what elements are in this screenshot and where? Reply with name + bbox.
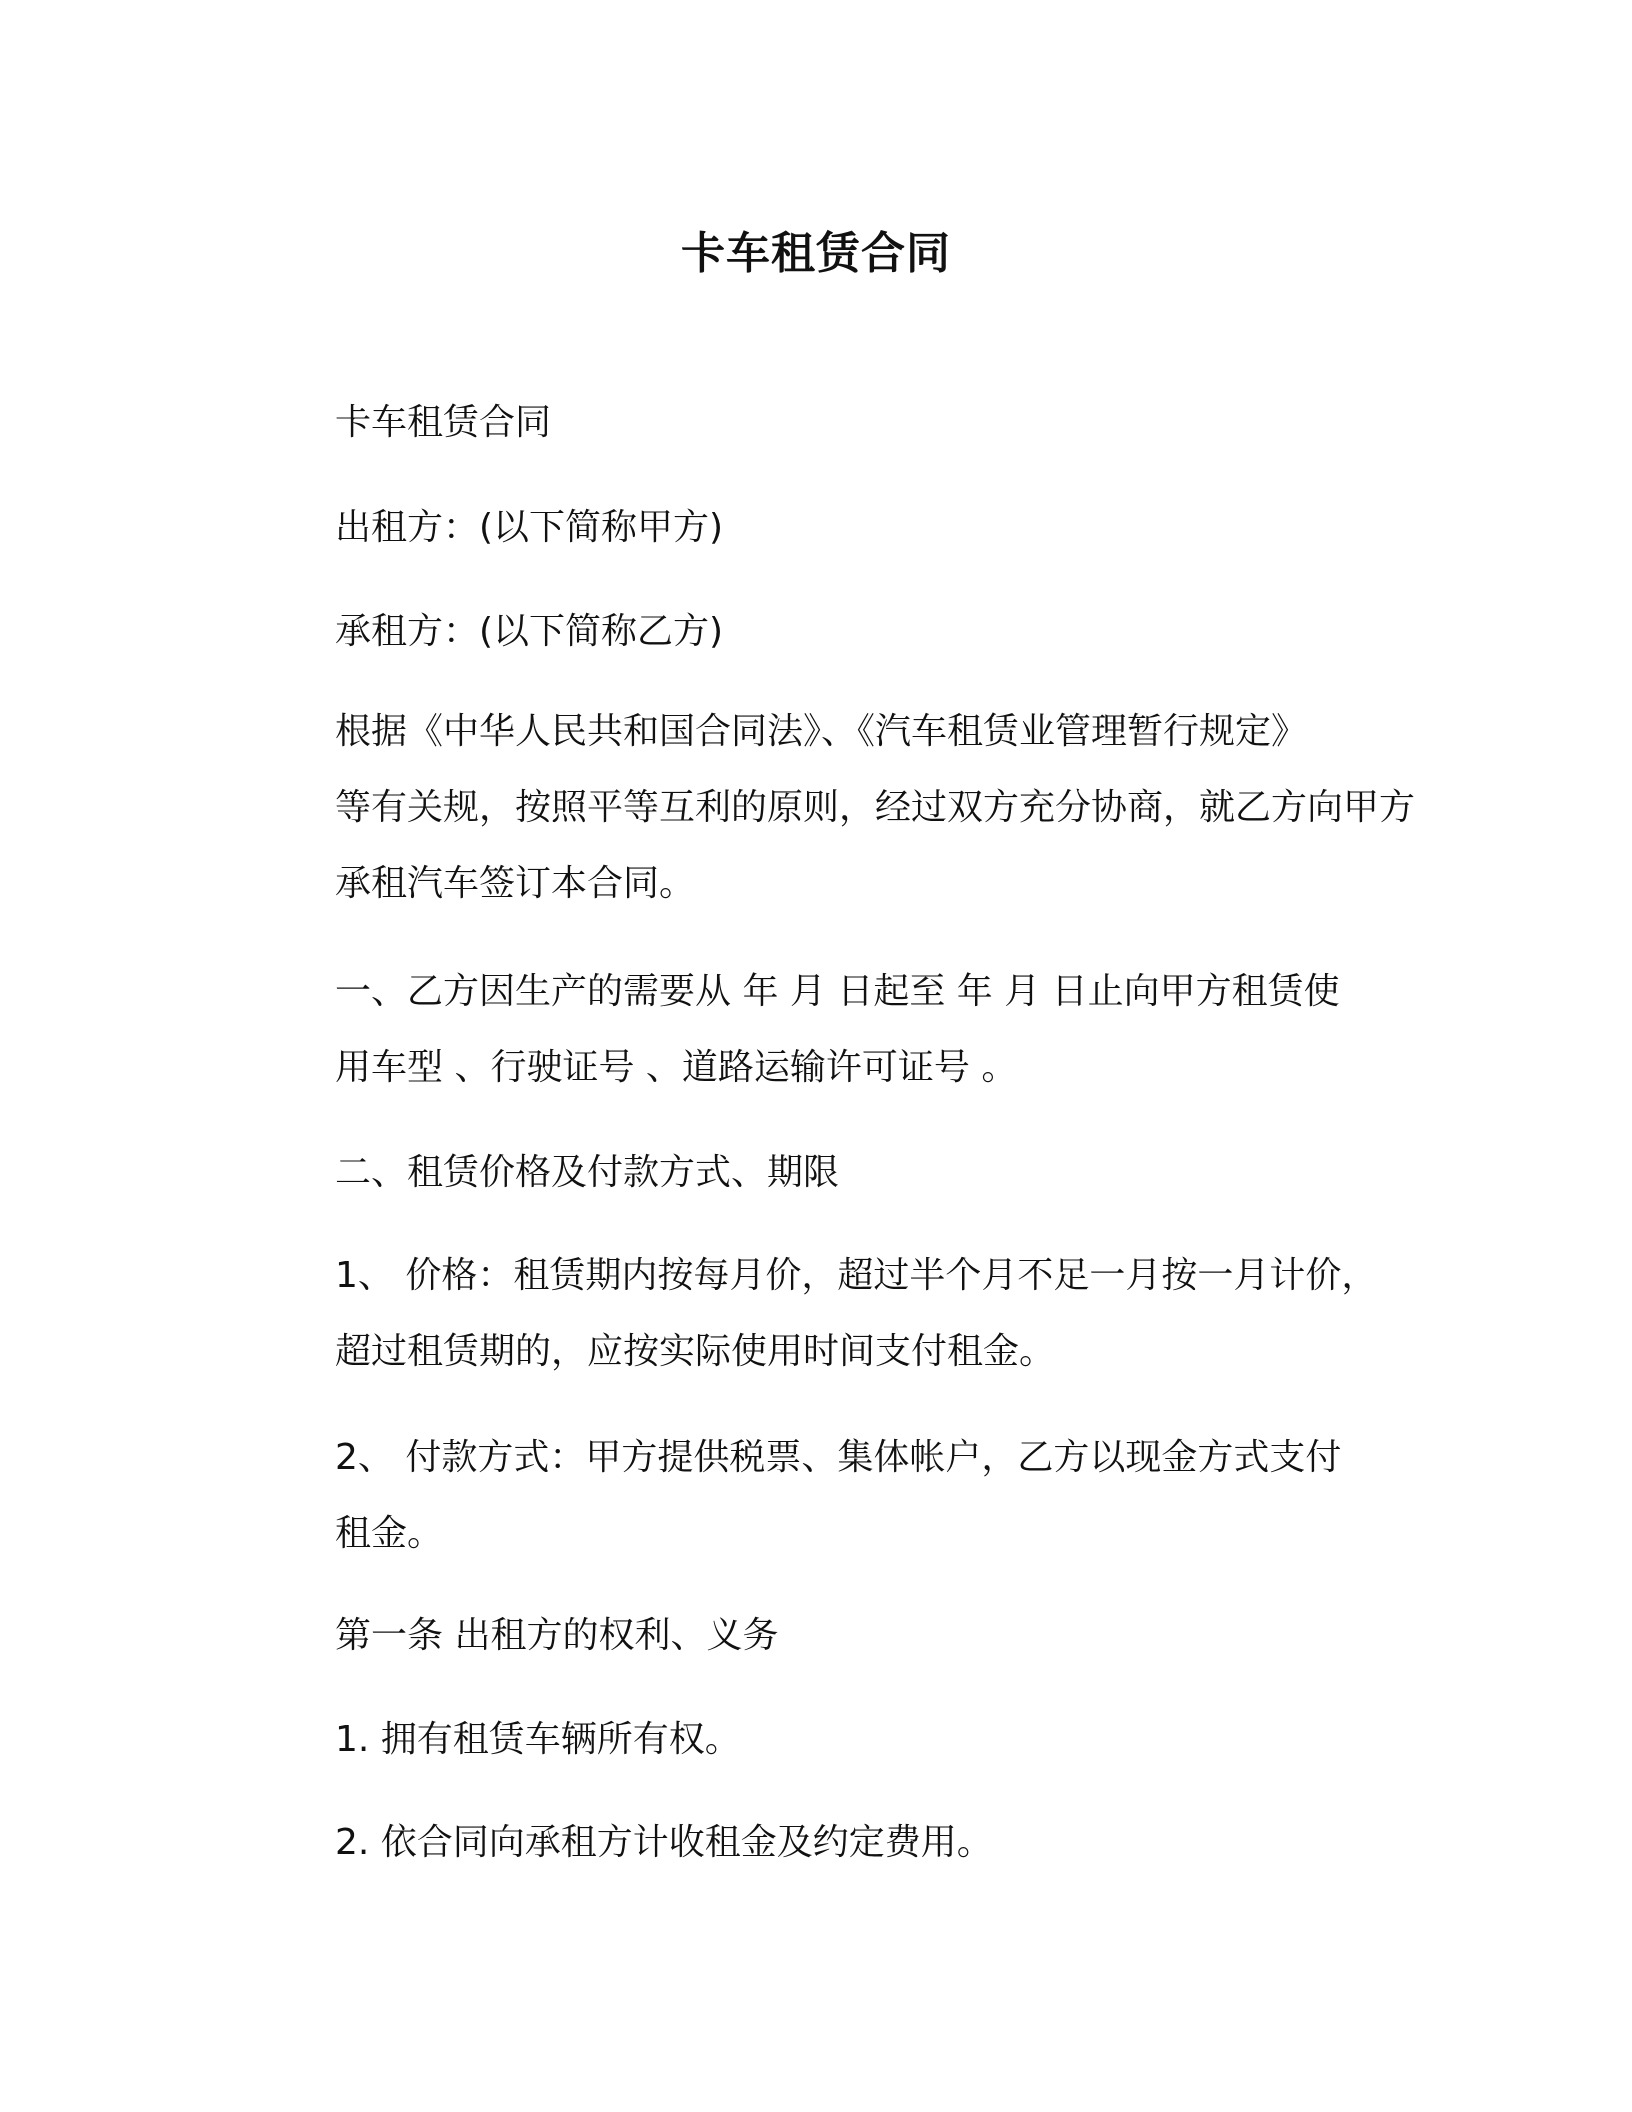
paragraph-line: 根据《中华人民共和国合同法》、《汽车租赁业管理暂行规定》 (335, 711, 1308, 752)
paragraph-line: 租金。 (335, 1513, 444, 1554)
paragraph-line: 2、 付款方式：甲方提供税票、集体帐户，乙方以现金方式支付 (335, 1437, 1342, 1478)
contract-name-paragraph (240, 385, 1390, 461)
lessor-paragraph (240, 490, 1390, 566)
article-1-item-1 (240, 1702, 1390, 1778)
paragraph-line: 第一条 出租方的权利、义务 (335, 1615, 779, 1656)
article-1-item-2 (240, 1805, 1390, 1881)
paragraph-line: 2. 依合同向承租方计收租金及约定费用。 (335, 1822, 993, 1863)
clause-1-paragraph (240, 954, 1390, 1106)
paragraph-line: 超过租赁期的，应按实际使用时间支付租金。 (335, 1331, 1056, 1372)
paragraph-line: 等有关规，按照平等互利的原则，经过双方充分协商，就乙方向甲方 (335, 787, 1416, 828)
lessee-paragraph (240, 594, 1390, 670)
price-paragraph (240, 1238, 1390, 1390)
payment-paragraph (240, 1420, 1390, 1572)
preamble-paragraph (240, 694, 1416, 922)
clause-2-heading (240, 1135, 1390, 1211)
paragraph-line: 一、乙方因生产的需要从 年 月 日起至 年 月 日止向甲方租赁使 (335, 971, 1340, 1012)
paragraph-line: 承租方：(以下简称乙方) (335, 611, 724, 652)
article-1-heading (240, 1598, 1390, 1674)
page-title: 卡车租赁合同 (681, 228, 951, 279)
paragraph-line: 出租方：(以下简称甲方) (335, 507, 724, 548)
paragraph-line: 卡车租赁合同 (335, 402, 552, 443)
paragraph-line: 二、租赁价格及付款方式、期限 (335, 1152, 840, 1193)
paragraph-line: 用车型 、行驶证号 、道路运输许可证号 。 (335, 1047, 1018, 1088)
paragraph-line: 1. 拥有租赁车辆所有权。 (335, 1719, 741, 1760)
paragraph-line: 1、 价格：租赁期内按每月价，超过半个月不足一月按一月计价， (335, 1255, 1378, 1296)
paragraph-line: 承租汽车签订本合同。 (335, 863, 696, 904)
